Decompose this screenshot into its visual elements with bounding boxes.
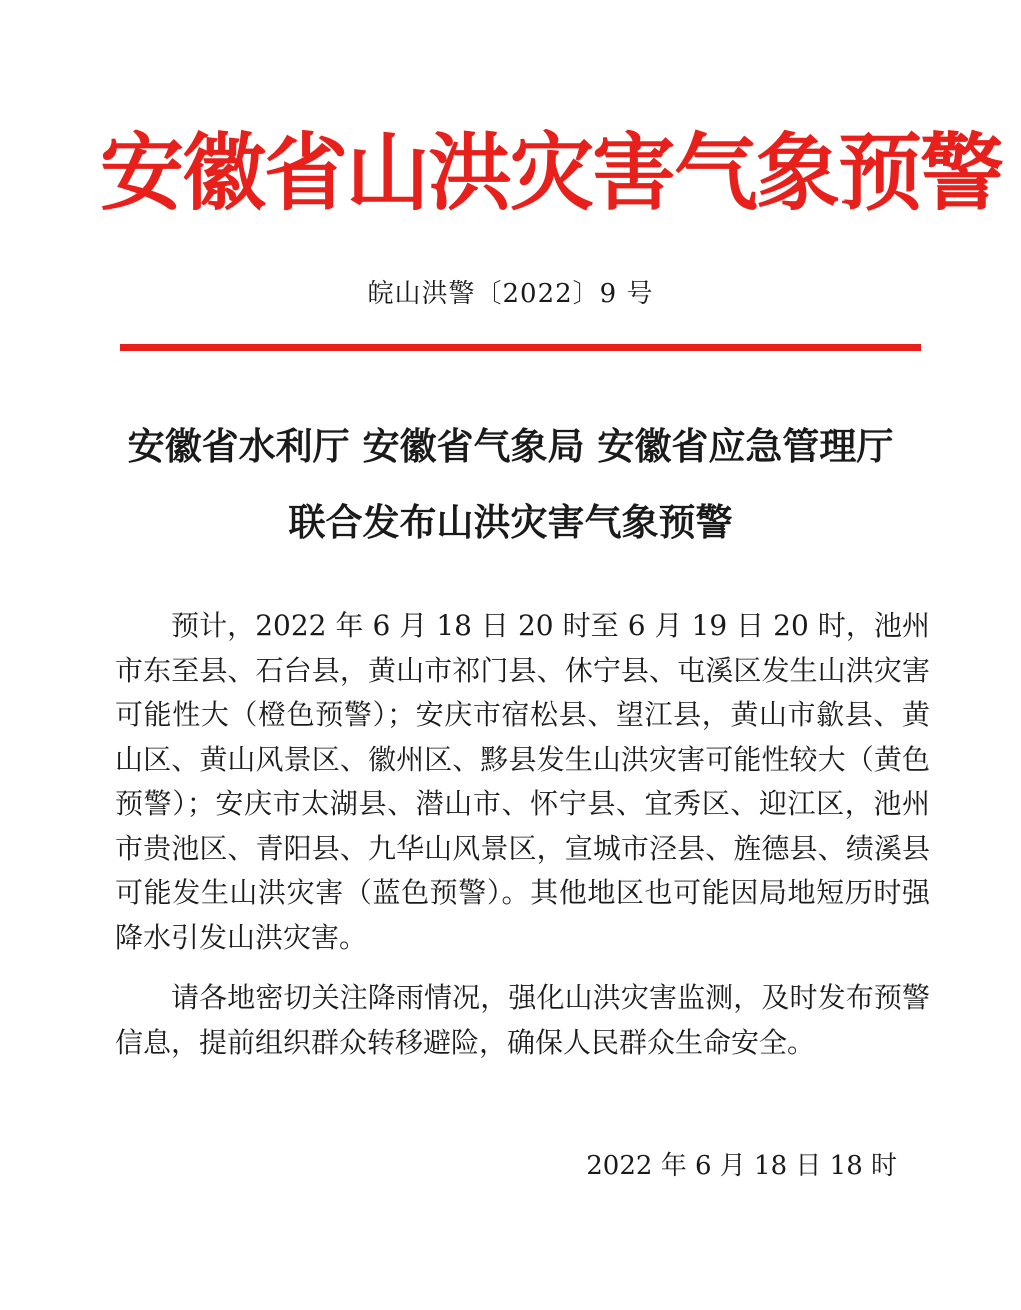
issue-date: 2022 年 6 月 18 日 18 时 (586, 1151, 897, 1181)
headline-issuers: 安徽省水利厅 安徽省气象局 安徽省应急管理厅 (127, 425, 894, 468)
masthead-title: 安徽省山洪灾害气象预警 (100, 123, 1003, 222)
headline-subject: 联合发布山洪灾害气象预警 (288, 501, 733, 544)
document-number: 皖山洪警〔2022〕9 号 (367, 279, 654, 309)
body-paragraph-forecast: 预计，2022 年 6 月 18 日 20 时至 6 月 19 日 20 时，池州市东至县、石台县，黄山市祁门县、休宁县、屯溪区发生山洪灾害可能性大（橙色预警）；安庆市宿松县、望江县，黄山市歙县、黄山区、黄山风景区、徽州区、黟县发生山洪灾害可能性较大（黄色预警）；安庆市太湖县、潜山市、怀宁县、宜秀区、迎江区，池州市贵池区、青阳县、九华山风景区，宣城市泾县、旌德县、绩溪县可能发生山洪灾害（蓝色预警）。其他地区也可能因局地短历时强降水引发山洪灾害。 (115, 609, 930, 954)
red-divider-rule (120, 344, 921, 351)
body-text (115, 604, 930, 1065)
body-paragraph-instructions: 请各地密切关注降雨情况，强化山洪灾害监测，及时发布预警信息，提前组织群众转移避险，确保人民群众生命安全。 (115, 981, 930, 1059)
